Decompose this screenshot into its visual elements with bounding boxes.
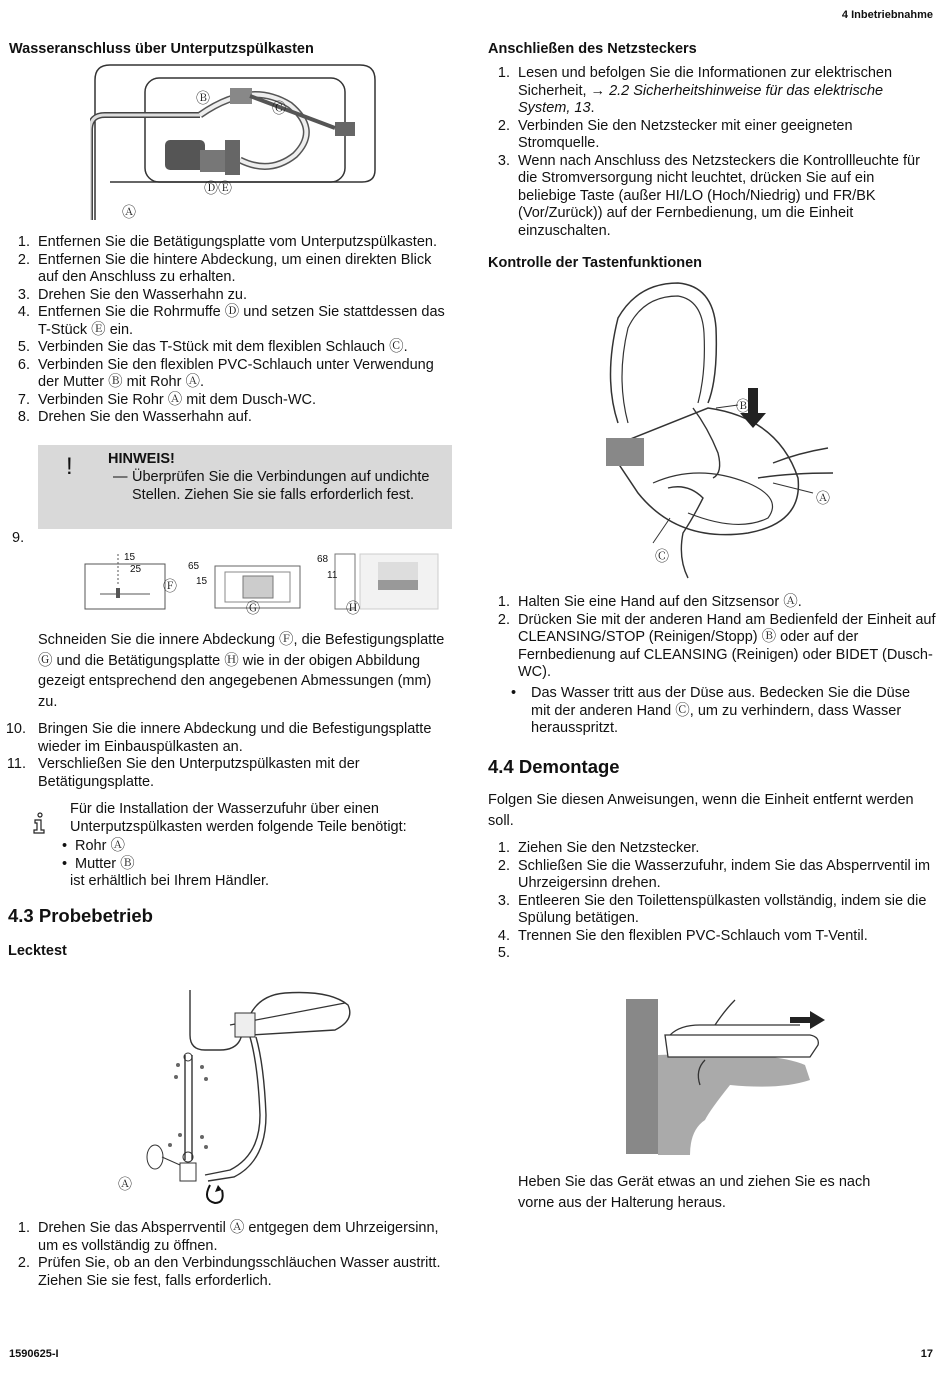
- seat-label-c: Ⓒ: [655, 548, 669, 564]
- list-item: 2. Verbinden Sie den Netzstecker mit einer geeigneten Stromquelle.: [497, 117, 853, 151]
- page-number: 17: [920, 1348, 933, 1360]
- list-item: 11. Verschließen Sie den Unterputzspülkasten mit der Betätigungsplatte.: [6, 756, 360, 790]
- section-4-4-heading: 4.4 Demontage: [488, 756, 620, 777]
- info-outro: ist erhältlich bei Ihrem Händler.: [70, 873, 270, 889]
- warning-note: [38, 445, 452, 529]
- list-item: 3. Wenn nach Anschluss des Netzsteckers die Kontrollleuchte für die Stromversorgung nicht leuchtet, drücken Sie auf ein beliebige Taste (außer HI/LO (Hoch/Niedrig) und FR/BK (Vor/Zurück)) auf der Fernbedienung, um die Einheit einzuschalten.: [497, 152, 920, 239]
- fig1-label-c: Ⓒ: [272, 100, 286, 116]
- page-header: 4 Inbetriebnahme: [841, 9, 933, 21]
- water-connection-heading: Wasseranschluss über Unterputzspülkasten: [9, 41, 314, 57]
- removal-figure: [620, 995, 835, 1160]
- plug-heading: Anschließen des Netzsteckers: [488, 41, 697, 57]
- list-item: 8. Drehen Sie den Wasserhahn auf.: [17, 409, 252, 425]
- list-item: 2. Prüfen Sie, ob an den Verbindungsschläuchen Wasser austritt. Ziehen Sie sie fest, falls erforderlich.: [17, 1255, 441, 1289]
- seat-label-a: Ⓐ: [816, 490, 830, 506]
- list-item: • Das Wasser tritt aus der Düse aus. Bedecken Sie die Düse mit der anderen Hand Ⓒ, um zu verhindern, dass Wasser herausspritzt.: [511, 685, 921, 738]
- dim-15b: 15: [196, 576, 208, 587]
- dim-label-f: Ⓕ: [163, 578, 177, 594]
- list-item: 2. Entfernen Sie die hintere Abdeckung, um einen direkten Blick auf den Anschluss zu erhalten.: [17, 251, 432, 285]
- list-item: 1. Halten Sie eine Hand auf den Sitzsensor Ⓐ.: [497, 594, 802, 610]
- list-item: 1. Lesen und befolgen Sie die Informationen zur elektrischen Sicherheit, → 2.2 Sicherheitshinweise für das elektrische System, 13.: [497, 65, 893, 116]
- fig1-label-a: Ⓐ: [122, 204, 136, 220]
- note-dash: —: [113, 469, 128, 485]
- section-4-3-heading: 4.3 Probebetrieb: [8, 905, 153, 926]
- fig1-label-b: Ⓑ: [196, 90, 210, 106]
- seat-sensor-figure: [598, 278, 838, 584]
- dim-25: 25: [130, 564, 142, 575]
- note-title: HINWEIS!: [108, 451, 175, 467]
- leak-steps-list: [8, 1220, 448, 1290]
- list-item: 1. Ziehen Sie den Netzstecker.: [497, 840, 700, 856]
- safety-link[interactable]: 2.2 Sicherheitshinweise für das elektrische System, 13: [518, 82, 884, 116]
- list-item: • Rohr Ⓐ: [62, 838, 135, 856]
- list-item: 10. Bringen Sie die innere Abdeckung und die Befestigungsplatte wieder im Einbauspülkasten an.: [5, 721, 432, 755]
- key-check-heading: Kontrolle der Tastenfunktionen: [488, 255, 703, 271]
- warning-icon: !: [66, 453, 73, 480]
- plug-steps-list: [488, 65, 936, 240]
- demontage-steps-list: 1. Ziehen Sie den Netzstecker. 2. Schließen Sie die Wasserzufuhr, indem Sie das Absperrventil im Uhrzeigersinn drehen. 3. Entleeren Sie den Toilettenspülkasten vollständig, indem sie die Spülung betätigen. 4. Trennen Sie den flexiblen PVC-Schlauch vom T-Ventil. 5.: [488, 840, 936, 945]
- list-item: 1. Drehen Sie das Absperrventil Ⓐ entgegen dem Uhrzeigersinn, um es vollständig zu öffnen.: [17, 1220, 439, 1254]
- list-item: 3. Entleeren Sie den Toilettenspülkasten vollständig, indem sie die Spülung betätigen.: [497, 892, 927, 926]
- note-text: Überprüfen Sie die Verbindungen auf undichte Stellen. Ziehen Sie sie falls erforderlich fest.: [132, 469, 430, 503]
- list-item: 2. Drücken Sie mit der anderen Hand am Bedienfeld der Einheit auf CLEANSING/STOP (Reinigen/Stopp) Ⓑ oder auf der Fernbedienung auf CLEANSING (Reinigen) oder BIDET (Dusch-WC).: [497, 611, 936, 680]
- removal-caption: Heben Sie das Gerät etwas an und ziehen Sie es nach vorne aus der Halterung heraus.: [518, 1174, 871, 1211]
- dim-15: 15: [124, 552, 136, 563]
- list-item: 3. Drehen Sie den Wasserhahn zu.: [17, 286, 248, 303]
- key-check-bullet: [511, 685, 921, 738]
- key-check-steps-list: [488, 594, 936, 682]
- dim-label-h: Ⓗ: [346, 600, 360, 616]
- step-9-text: Schneiden Sie die innere Abdeckung Ⓕ, die Befestigungsplatte Ⓖ und die Betätigungsplatte Ⓗ wie in der obigen Abbildung gezeigt entsprechend den angegebenen Abmessungen (mm) zu.: [38, 632, 445, 710]
- list-item: 7. Verbinden Sie Rohr Ⓐ mit dem Dusch-WC.: [17, 391, 317, 408]
- dim-label-g: Ⓖ: [246, 600, 260, 616]
- seat-label-b: Ⓑ: [736, 398, 750, 414]
- step-9-number: 9.: [12, 530, 25, 546]
- dim-68: 68: [317, 554, 329, 565]
- list-item: 6. Verbinden Sie den flexiblen PVC-Schlauch unter Verwendung der Mutter Ⓑ mit Rohr Ⓐ.: [17, 356, 434, 390]
- dim-65: 65: [188, 561, 200, 572]
- list-item: 4. Entfernen Sie die Rohrmuffe Ⓓ und setzen Sie stattdessen das T-Stück Ⓔ ein.: [17, 304, 445, 338]
- info-icon: [30, 812, 48, 834]
- dim-11: 11: [327, 570, 338, 581]
- demontage-intro: Folgen Sie diesen Anweisungen, wenn die Einheit entfernt werden soll.: [488, 792, 914, 829]
- doc-id: 1590625-I: [9, 1348, 59, 1360]
- cistern-connection-figure: [90, 60, 380, 224]
- info-text: Für die Installation der Wasserzufuhr über einen Unterputzspülkasten werden folgende Teile benötigt:: [70, 801, 407, 835]
- list-item: • Mutter Ⓑ: [62, 856, 135, 874]
- steps-10-11: [0, 721, 448, 791]
- list-item: 4. Trennen Sie den flexiblen PVC-Schlauch vom T-Ventil.: [497, 927, 868, 944]
- leak-test-figure: [110, 985, 360, 1207]
- fig1-label-de: ⒹⒺ: [204, 180, 232, 196]
- list-item: 2. Schließen Sie die Wasserzufuhr, indem Sie das Absperrventil im Uhrzeigersinn drehen.: [497, 857, 931, 891]
- leak-test-heading: Lecktest: [8, 943, 67, 959]
- list-item: 1. Entfernen Sie die Betätigungsplatte vom Unterputzspülkasten.: [17, 234, 437, 250]
- list-item: 5. Verbinden Sie das T-Stück mit dem flexiblen Schlauch Ⓒ.: [17, 339, 408, 355]
- water-steps-list: [8, 234, 448, 427]
- leak-label-a: Ⓐ: [118, 1176, 132, 1192]
- info-parts-list: [62, 838, 135, 873]
